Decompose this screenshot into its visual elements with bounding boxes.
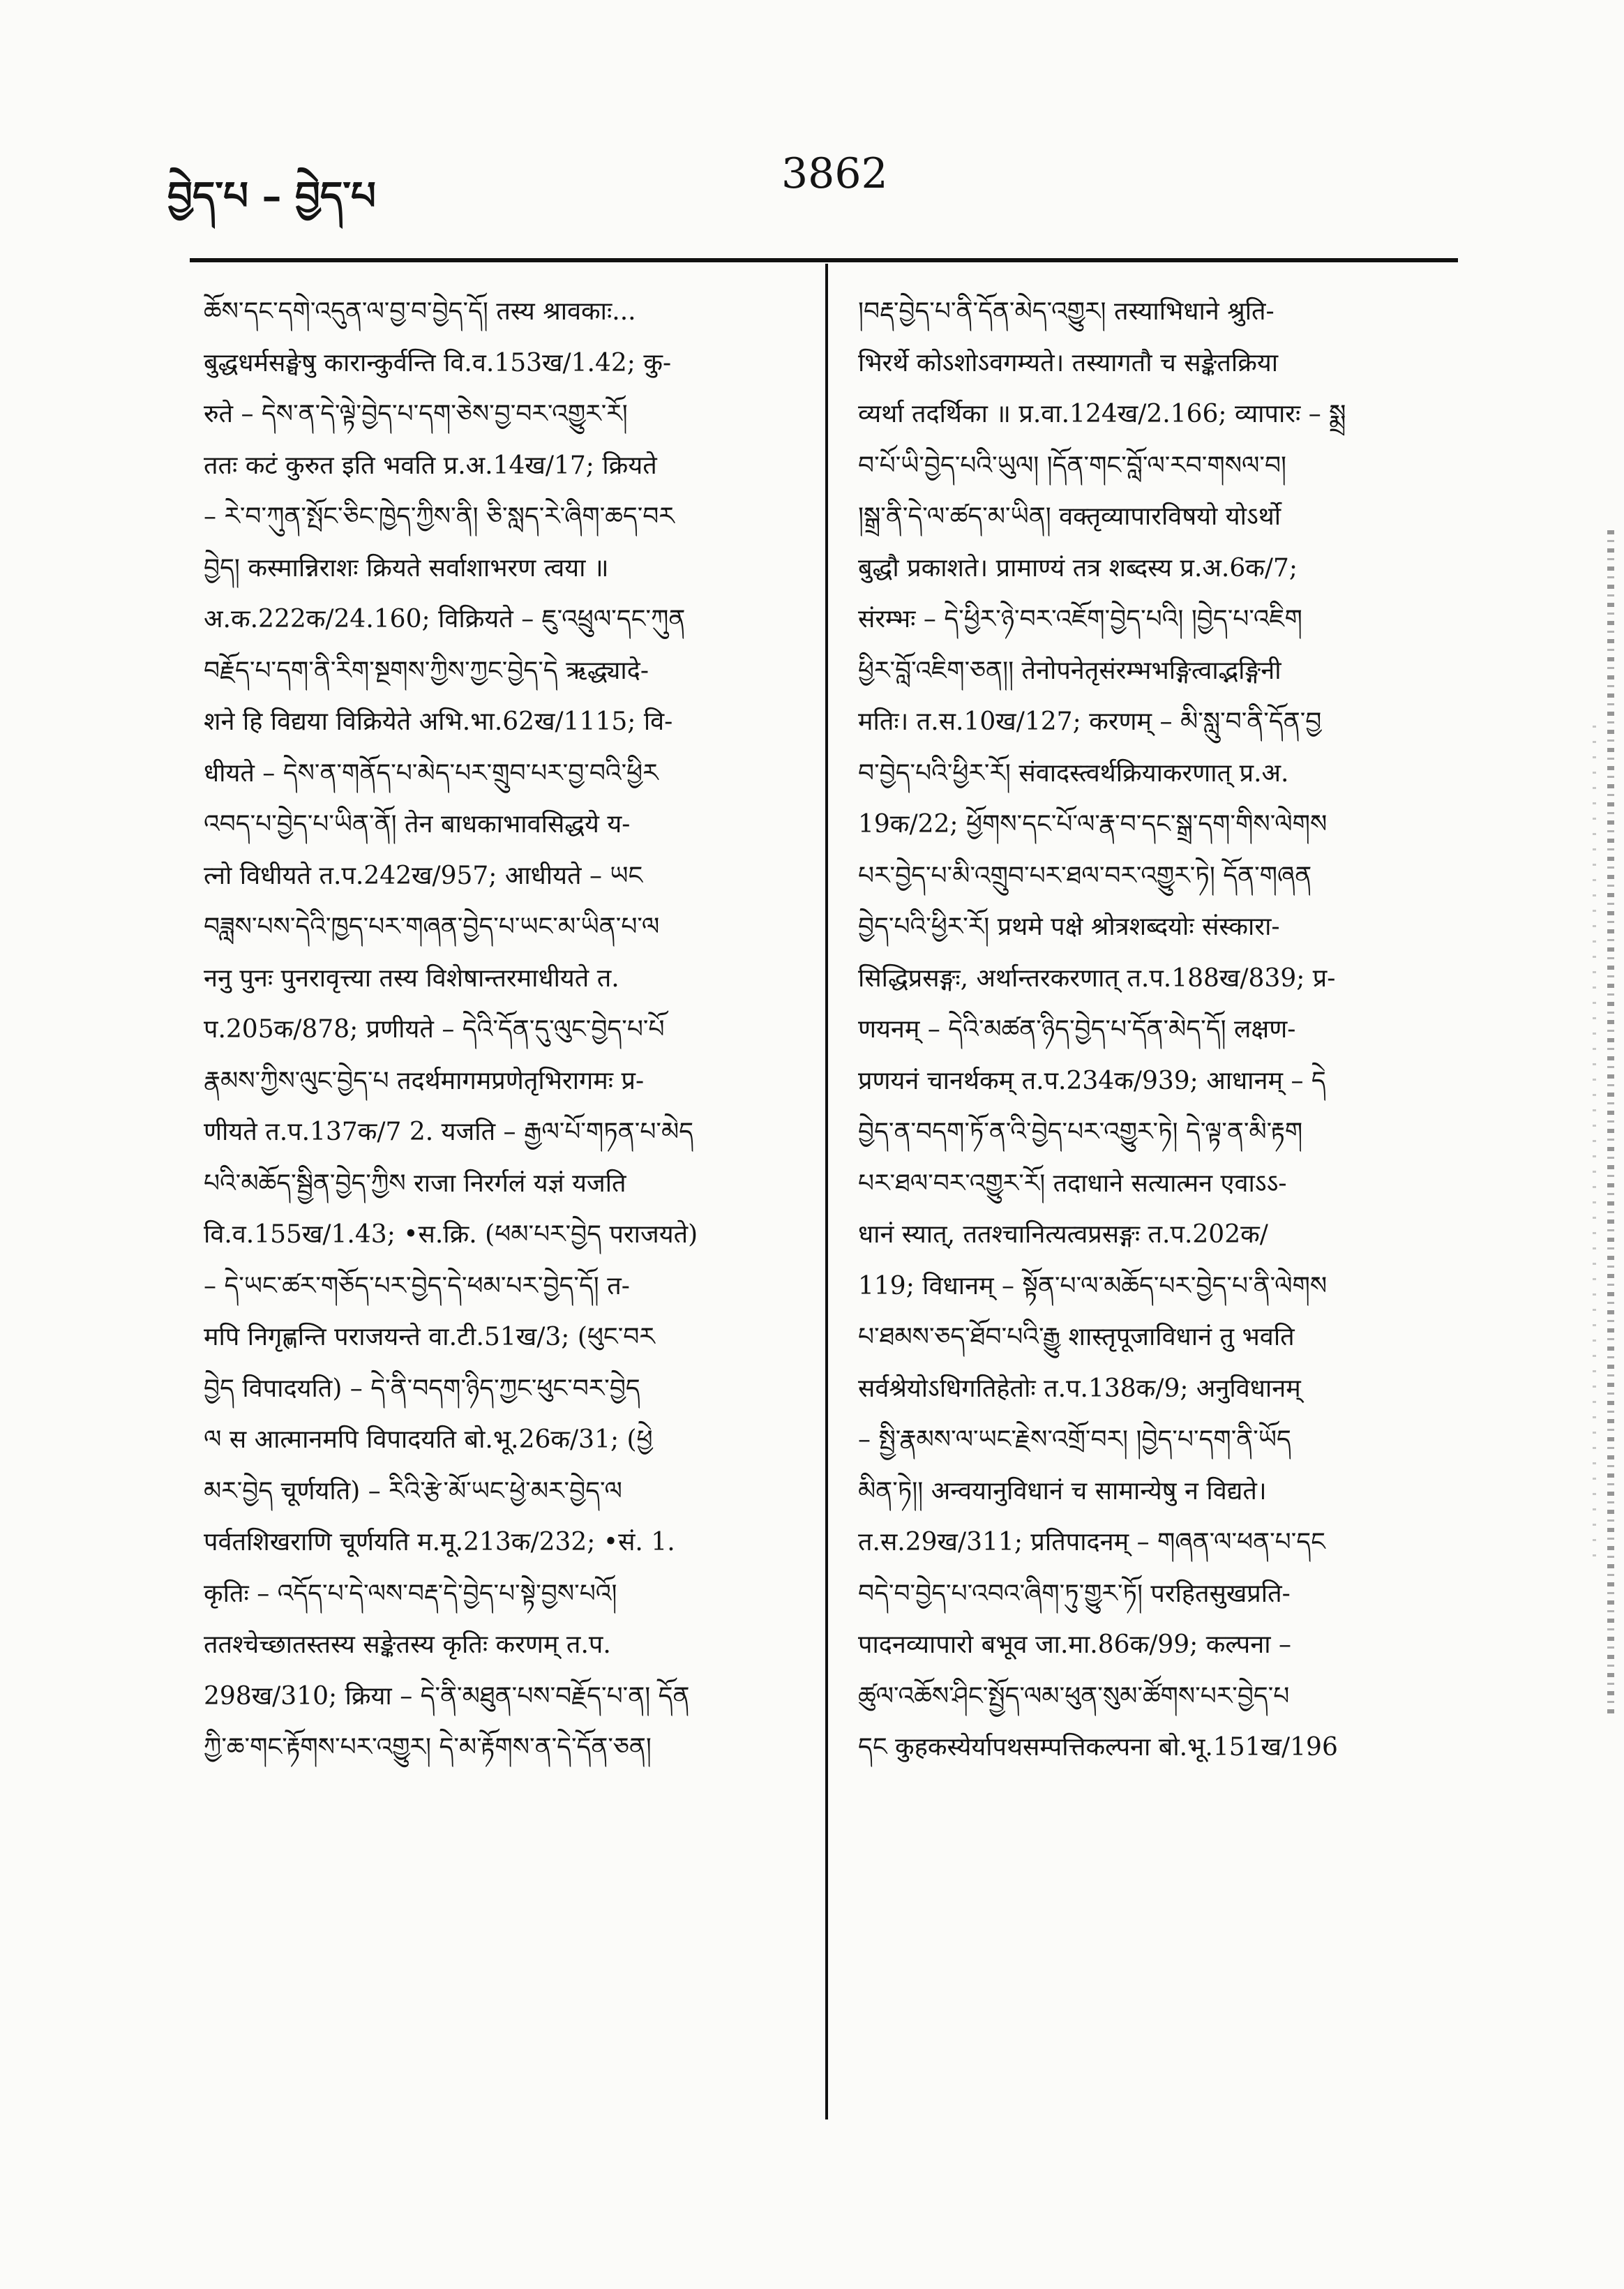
text-line: པར་བྱེད་པ་མི་འགྲུབ་པར་ཐལ་བར་འགྱུར་ཏེ། དོན་གཞན bbox=[858, 861, 1312, 890]
text-line: पर्वतशिखराणि चूर्णयति म.मू.213क/232; •सं. 1. bbox=[204, 1528, 675, 1556]
text-line: रुते – དེས་ན་དེ་ལྟེ་བྱེད་པ་དག་ཅེས་བྱ་བར་འགྱུར་རོ། bbox=[204, 400, 628, 428]
text-line: བ་བྱེད་པའི་ཕྱིར་རོ། संवादस्त्वर्थक्रियाकरणात् प्र.अ. bbox=[858, 758, 1289, 788]
text-line: ཀྱི་ཆ་གང་རྟོགས་པར་འགྱུར། དེ་མ་རྟོགས་ན་དེ་དོན་ཅན། bbox=[204, 1733, 652, 1762]
text-line: བྱེད། कस्मान्निराशः क्रियते सर्वाशाभरण त्वया ॥ bbox=[204, 553, 609, 583]
scan-edge-artifact bbox=[1607, 530, 1614, 1716]
text-line: 119; विधानम् – སྟོན་པ་ལ་མཆོད་པར་བྱེད་པ་ནི་ལེགས bbox=[858, 1271, 1328, 1300]
header-rule bbox=[190, 258, 1458, 262]
text-line: པའི་མཆོད་སྦྱིན་བྱེད་ཀྱིས राजा निरर्गलं यज्ञं यजति bbox=[204, 1169, 626, 1198]
text-line: བཟླས་པས་དེའི་ཁྱད་པར་གཞན་བྱེད་པ་ཡང་མ་ཡིན་པ་ལ bbox=[204, 913, 660, 941]
text-line: – སྤྱི་རྣམས་ལ་ཡང་རྗེས་འགྲོ་བར། །བྱེད་པ་དག་ནི་ཡོད bbox=[858, 1425, 1291, 1454]
text-line: ततः कटं कुरुत इति भवति प्र.अ.14ख/17; क्रियते bbox=[204, 451, 657, 480]
text-line: प.205क/878; प्रणीयते – དེའི་དོན་དུ་ལུང་བྱེད་པ་པོ bbox=[204, 1015, 665, 1044]
text-line: མར་བྱེད चूर्णयति) – རིའི་རྩེ་མོ་ཡང་ཕྱེ་མར་བྱེད་ལ bbox=[204, 1476, 622, 1506]
text-line: བྱེད་ན་བདག་ཏོ་ན་འི་བྱེད་པར་འགྱུར་ཏེ། དེ་ལྟ་ན་མི་རྟག bbox=[858, 1118, 1303, 1146]
text-line: मतिः। त.स.10ख/127; करणम् – མི་སླུ་བ་ནི་དོན་བྱ bbox=[858, 707, 1322, 736]
text-line: བདེ་བ་བྱེད་པ་འབའ་ཞིག་ཏུ་གྱུར་ཏོ། परहितसुखप्रति- bbox=[858, 1579, 1291, 1608]
text-line: व्यर्था तदर्थिका ॥ प्र.वा.124ख/2.166; व्यापारः – སྨྲ bbox=[858, 400, 1346, 428]
text-line: བརྗོད་པ་དག་ནི་རིག་སྔགས་ཀྱིས་ཀྱང་བྱེད་དེ ऋद्ध्यादे- bbox=[204, 656, 649, 685]
text-line: णयनम् – དེའི་མཚན་ཉིད་བྱེད་པ་དོན་མེད་དོ། लक्षण- bbox=[858, 1015, 1296, 1044]
text-line: །སྒྲ་ནི་དེ་ལ་ཚད་མ་ཡིན། वक्तृव्यापारविषयो योऽर्थो bbox=[858, 502, 1281, 531]
text-line: 298ख/310; क्रिया – དེ་ནི་མཐུན་པས་བརྗོད་པ་ན། དོན bbox=[204, 1681, 690, 1711]
text-line: །བརྡ་བྱེད་པ་ནི་དོན་མེད་འགྱུར། तस्याभिधाने श्रुति- bbox=[858, 297, 1275, 326]
scan-edge-artifact-faint bbox=[1593, 726, 1596, 1563]
text-line: अ.क.222क/24.160; विक्रियते – ཇུ་འཕྲུལ་དང་ཀུན bbox=[204, 605, 686, 633]
text-line: कृतिः – འདོད་པ་དེ་ལས་བརྡ་དེ་བྱེད་པ་སྟེ་བྱས་པའོ། bbox=[204, 1579, 617, 1608]
text-line: त्नो विधीयते त.प.242ख/957; आधीयते – ཡང bbox=[204, 861, 643, 890]
left-column bbox=[204, 286, 797, 1773]
text-line: 19क/22; ཕྱོགས་དང་པོ་ལ་རྣ་བ་དང་སྒྲ་དག་གིས་ལེགས bbox=[858, 810, 1328, 839]
text-line: पादनव्यापारो बभूव जा.मा.86क/99; कल्पना – bbox=[858, 1630, 1291, 1659]
running-head: བྱེད་པ – བྱེད་པ bbox=[167, 173, 376, 219]
text-line: त.स.29ख/311; प्रतिपादनम् – གཞན་ལ་ཕན་པ་དང bbox=[858, 1528, 1325, 1556]
text-line: धानं स्यात्, ततश्चानित्यत्वप्रसङ्गः त.प.202क/ bbox=[858, 1220, 1268, 1249]
text-line: धीयते – དེས་ན་གནོད་པ་མེད་པར་གྲུབ་པར་བྱ་བའི་ཕྱིར bbox=[204, 758, 659, 788]
text-line: भिरर्थे कोऽशोऽवगम्यते। तस्यागतौ च सङ्केतक्रिया bbox=[858, 348, 1279, 377]
right-column bbox=[858, 286, 1459, 1773]
text-line: सिद्धिप्रसङ्गः, अर्थान्तरकरणात् त.प.188ख/839; प्र- bbox=[858, 963, 1336, 993]
text-line: ततश्चेच्छातस्तस्य सङ्केतस्य कृतिः करणम् त.प. bbox=[204, 1630, 611, 1659]
text-line: – དེ་ཡང་ཚར་གཅོད་པར་བྱེད་དེ་ཕམ་པར་བྱེད་དོ། त- bbox=[204, 1271, 630, 1300]
text-line: བྱེད विपादयति) – དེ་ནི་བདག་ཉིད་ཀྱང་ཕུང་བར་བྱེད bbox=[204, 1374, 640, 1403]
text-line: शने हि विद्यया विक्रियेते अभि.भा.62ख/1115; वि- bbox=[204, 707, 673, 736]
text-line: པ་ཐམས་ཅད་ཐོབ་པའི་རྒྱུ शास्तृपूजाविधानं तु भवति bbox=[858, 1323, 1295, 1351]
text-line: वि.व.155ख/1.43; •स.क्रि. (ཕམ་པར་བྱེད पराजयते) bbox=[204, 1220, 698, 1249]
text-line: ལ स आत्मानमपि विपादयति बो.भू.26क/31; (ཕྱེ bbox=[204, 1425, 653, 1454]
text-line: ཆོས་དང་དགེ་འདུན་ལ་བྱ་བ་བྱེད་དོ། तस्य श्रावकाः... bbox=[204, 297, 636, 326]
text-line: འབད་པ་བྱེད་པ་ཡིན་ནོ། तेन बाधकाभावसिद्धये य- bbox=[204, 810, 631, 839]
text-line: – རེ་བ་ཀུན་སྤོང་ཅིང་ཁྱེད་ཀྱིས་ནི། ཅི་སླད་རེ་ཞིག་ཆད་བར bbox=[204, 502, 675, 531]
text-line: བྱེད་པའི་ཕྱིར་རོ། प्रथमे पक्षे श्रोत्रशब्दयोः संस्कारा- bbox=[858, 913, 1280, 941]
text-line: संरम्भः – དེ་ཕྱིར་ཉེ་བར་འཇོག་བྱེད་པའི། །བྱེད་པ་འཇིག bbox=[858, 605, 1302, 633]
text-line: པར་ཐལ་བར་འགྱུར་རོ། तदाधाने सत्यात्मन एवाऽऽ- bbox=[858, 1169, 1287, 1198]
text-line: बुद्धौ प्रकाशते। प्रामाण्यं तत्र शब्दस्य प्र.अ.6क/7; bbox=[858, 553, 1298, 583]
text-line: བ་པོ་ཡི་བྱེད་པའི་ཡུལ། །དོན་གང་བློ་ལ་རབ་གསལ་བ། bbox=[858, 451, 1287, 480]
text-line: बुद्धधर्मसङ्घेषु कारान्कुर्वन्ति वि.व.153ख/1.42; कु- bbox=[204, 348, 672, 377]
text-line: प्रणयनं चानर्थकम् त.प.234क/939; आधानम् – དེ bbox=[858, 1066, 1326, 1095]
text-line: དང कुहकस्येर्यापथसम्पत्तिकल्पना बो.भू.151ख/196 bbox=[858, 1733, 1338, 1762]
text-line: ཕྱིར་བློ་འཇིག་ཅན།། तेनोपनेतृसंरम्भभङ्गित्वाद्भङ्गिनी bbox=[858, 656, 1281, 685]
text-line: མིན་ཏེ།། अन्वयानुविधानं च सामान्येषु न विद्यते। bbox=[858, 1476, 1267, 1506]
text-line: मपि निगृह्णन्ति पराजयन्ते वा.टी.51ख/3; (ཕུང་བར bbox=[204, 1323, 655, 1351]
text-line: णीयते त.प.137क/7 2. यजति – རྒྱལ་པོ་གཏན་པ་མེད bbox=[204, 1118, 694, 1146]
text-line: ཚུལ་འཆོས་ཤིང་སྤྱོད་ལམ་ཕུན་སུམ་ཚོགས་པར་བྱེད་པ bbox=[858, 1681, 1290, 1711]
text-line: ननु पुनः पुनरावृत्त्या तस्य विशेषान्तरमाधीयते त. bbox=[204, 963, 619, 993]
column-divider bbox=[825, 264, 828, 2119]
text-line: सर्वश्रेयोऽधिगतिहेतोः त.प.138क/9; अनुविधानम् bbox=[858, 1374, 1301, 1403]
text-line: རྣམས་ཀྱིས་ལུང་བྱེད་པ तदर्थमागमप्रणेतृभिरागमः प्र- bbox=[204, 1066, 645, 1095]
page-number: 3862 bbox=[781, 149, 888, 198]
